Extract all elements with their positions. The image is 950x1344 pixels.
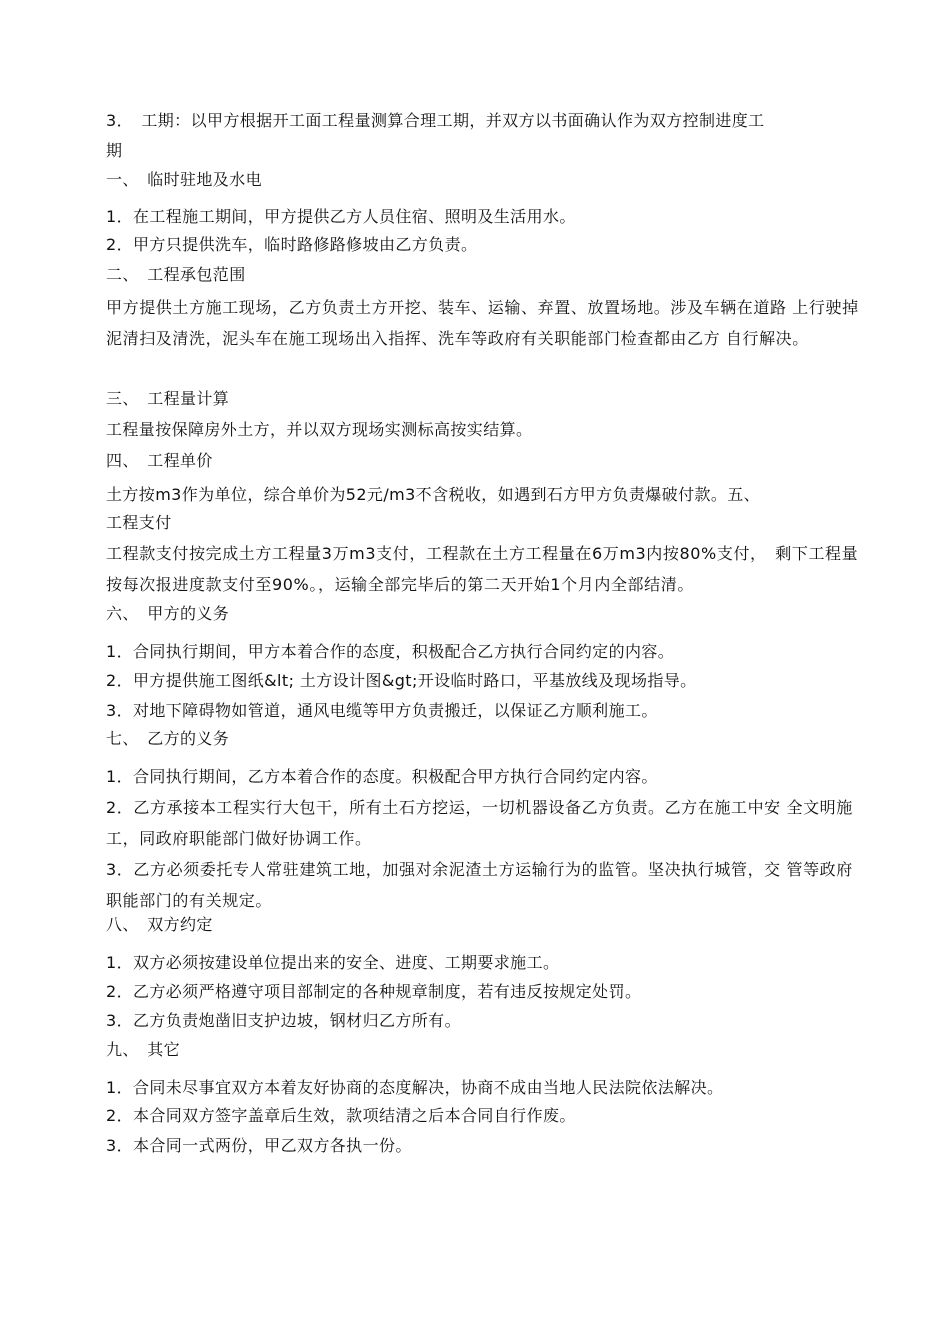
- section-1-item-2: 2．甲方只提供洗车，临时路修路修坡由乙方负责。: [106, 235, 478, 254]
- section-6-item-1: 1．合同执行期间，甲方本着合作的态度，积极配合乙方执行合同约定的内容。: [106, 642, 675, 661]
- section-7-item-3: 3．乙方必须委托专人常驻建筑工地，加强对余泥渣土方运输行为的监管。坚决执行城管，交 管等政府职能部门的有关规定。: [106, 860, 853, 910]
- section-8-item-1: 1．双方必须按建设单位提出来的安全、进度、工期要求施工。: [106, 953, 560, 972]
- section-heading-3: 三、 工程量计算: [106, 389, 230, 408]
- section-6-item-2: 2．甲方提供施工图纸&lt; 土方设计图&gt;开设临时路口，平基放线及现场指导。: [106, 671, 697, 690]
- section-6-item-3: 3．对地下障碍物如管道，通风电缆等甲方负责搬迁，以保证乙方顺利施工。: [106, 701, 658, 720]
- section-heading-6: 六、 甲方的义务: [106, 604, 230, 623]
- section-heading-5: 工程支付: [106, 513, 172, 532]
- section-3-paragraph: 工程量按保障房外土方，并以双方现场实测标高按实结算。: [106, 420, 533, 439]
- section-2-paragraph: 甲方提供土方施工现场，乙方负责土方开挖、装车、运输、弃置、放置场地。涉及车辆在道路 上行驶掉泥清扫及清洗，泥头车在施工现场出入指挥、洗车等政府有关职能部门检查都由乙方 自行解决。: [106, 298, 859, 348]
- section-4-paragraph: 土方按m3作为单位，综合单价为52元/m3不含税收，如遇到石方甲方负责爆破付款。五、: [106, 485, 761, 504]
- section-heading-2: 二、 工程承包范围: [106, 265, 246, 284]
- section-1-item-1: 1．在工程施工期间，甲方提供乙方人员住宿、照明及生活用水。: [106, 207, 576, 226]
- section-7-item-1: 1．合同执行期间，乙方本着合作的态度。积极配合甲方执行合同约定内容。: [106, 767, 658, 786]
- section-7-item-2: 2．乙方承接本工程实行大包干，所有土石方挖运，一切机器设备乙方负责。乙方在施工中安 全文明施工，同政府职能部门做好协调工作。: [106, 798, 853, 848]
- section-8-item-3: 3．乙方负责炮凿旧支护边坡，钢材归乙方所有。: [106, 1011, 461, 1030]
- section-heading-8: 八、 双方约定: [106, 915, 213, 934]
- section-8-item-2: 2．乙方必须严格遵守项目部制定的各种规章制度，若有违反按规定处罚。: [106, 982, 642, 1001]
- section-5-paragraph: 工程款支付按完成土方工程量3万m3支付，工程款在土方工程量在6万m3内按80%支付， 剩下工程量按每次报进度款支付至90%。，运输全部完毕后的第二天开始1个月内全部结清。: [106, 544, 859, 594]
- section-heading-7: 七、 乙方的义务: [106, 729, 230, 748]
- section-heading-4: 四、 工程单价: [106, 451, 213, 470]
- section-9-item-2: 2．本合同双方签字盖章后生效，款项结清之后本合同自行作废。: [106, 1106, 576, 1125]
- clause-3-duration-continued: 期: [106, 141, 123, 160]
- clause-3-duration: 3． 工期：以甲方根据开工面工程量测算合理工期，并双方以书面确认作为双方控制进度工: [106, 111, 765, 130]
- section-heading-9: 九、 其它: [106, 1040, 181, 1059]
- section-9-item-1: 1．合同未尽事宜双方本着友好协商的态度解决，协商不成由当地人民法院依法解决。: [106, 1078, 724, 1097]
- section-heading-1: 一、 临时驻地及水电: [106, 170, 263, 189]
- section-9-item-3: 3．本合同一式两份，甲乙双方各执一份。: [106, 1136, 412, 1155]
